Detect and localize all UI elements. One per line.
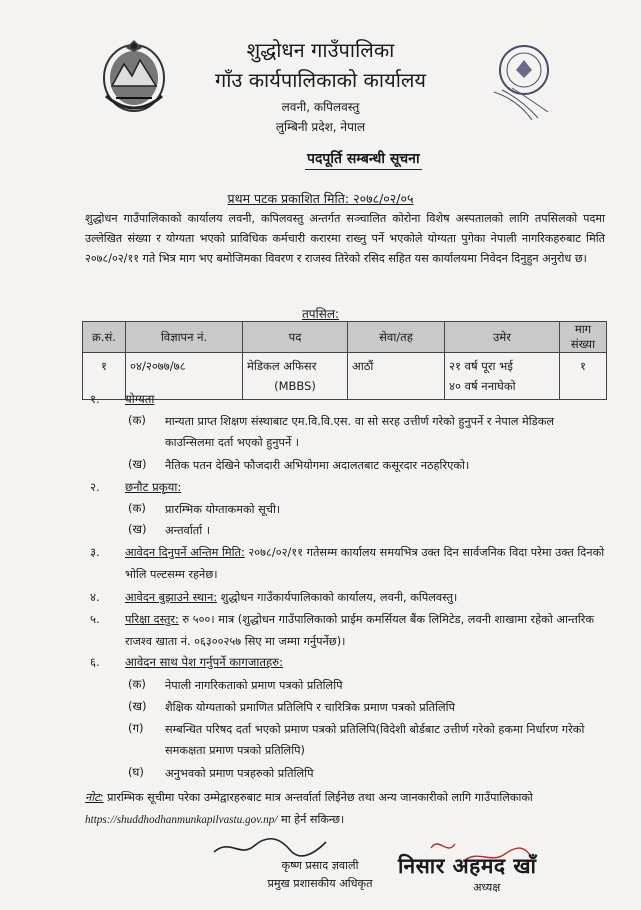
s6-gha-text: अनुभवको प्रमाण पत्रहरुको प्रतिलिपि: [165, 767, 314, 780]
s6-ka-label: (क): [128, 677, 146, 691]
s2-kha-text: अन्तर्वार्ता ।: [165, 524, 210, 537]
col-age: उमेर: [445, 322, 560, 353]
section-5-heading: परिक्षा दस्तुर:: [125, 613, 179, 626]
vacancy-table: [82, 321, 607, 400]
note-paragraph: [85, 787, 605, 831]
s2-kha-label: (ख): [128, 522, 147, 536]
col-ad-no: विज्ञापन नं.: [126, 322, 243, 353]
section-4-text: शुद्धोधन गाउँकार्यपालिकाको कार्यालय, लवनी, कपिलवस्तु।: [217, 591, 458, 604]
signatory-right-name: निसार अहमद खाँ: [398, 854, 537, 878]
cell-level: आठौं: [348, 353, 445, 400]
signature-mark-icon: [210, 834, 330, 860]
section-2-heading: छनौट प्रकृया:: [125, 480, 182, 494]
section-5-number: ५.: [90, 612, 100, 626]
s2-ka-label: (क): [128, 501, 146, 515]
section-5-body: [125, 609, 605, 653]
s6-kha-text: शैक्षिक योग्यताको प्रमाणित प्रतिलिपि र चारित्रिक प्रमाण पत्रको प्रतिलिपि: [165, 701, 456, 714]
post-degree: (MBBS): [274, 379, 316, 393]
s6-kha-label: (ख): [128, 699, 147, 713]
col-sn: क्र.सं.: [83, 322, 126, 353]
section-1-number: १.: [90, 392, 100, 406]
signatory-left-role: प्रमुख प्रशासकीय अधिकृत: [267, 877, 373, 890]
notice-title: पदपूर्ति सम्बन्धी सूचना: [305, 148, 422, 170]
table-header-row: [83, 322, 607, 353]
col-count: माग संख्या: [560, 322, 607, 353]
cell-sn: १: [83, 353, 126, 400]
section-3-number: ३.: [90, 545, 100, 559]
section-3-text: २०७८/०२/११ गतेसम्म कार्यालय समयभित्र उक्त दिन सार्वजनिक विदा परेमा उक्त दिनको भोलि पल्टसम्म रहनेछ।: [125, 546, 605, 581]
age-max: ४० वर्ष ननाघेको: [449, 379, 516, 393]
section-3-body: [125, 542, 605, 586]
s1-kha-label: (ख): [128, 457, 147, 471]
s1-ka-label: (क): [128, 413, 146, 427]
section-6-number: ६.: [90, 655, 100, 669]
section-6-heading: आवेदन साथ पेश गर्नुपर्ने कागजातहरु:: [125, 655, 283, 669]
col-post: पद: [243, 322, 348, 353]
section-1-heading: योग्यता: [125, 392, 155, 406]
office-name: गाँउ कार्यपालिकाको कार्यालय: [214, 68, 427, 92]
cell-post: [243, 353, 348, 400]
s1-kha-text: नैतिक पतन देखिने फौजदारी अभियोगमा अदालतबाट कसूरदार नठहरिएको।: [165, 459, 470, 472]
table-row: [83, 353, 607, 400]
s6-ga-text: सम्बन्धित परिषद दर्ता भएको प्रमाण पत्रको प्रतिलिपि(विदेशी बोर्डबाट उत्तीर्ण गरेको हकमा निर्धारण गरेको समकक्षता प्रमाण पत्रको प्रतिलिपि): [165, 723, 585, 757]
section-3-heading: आवेदन दिनुपर्ने अन्तिम मिति:: [125, 546, 245, 559]
s6-ka-text: नेपाली नागरिकताको प्रमाण पत्रको प्रतिलिपि: [165, 679, 343, 692]
intro-paragraph: शुद्धोधन गाउँपालिकाको कार्यालय लवनी, कपिलवस्तु अन्तर्गत सञ्चालित कोरोना विशेष अस्पतालको लागि तपसिलको पदमा उल्लेखित संख्या र योग्यता भएको प्राविधिक कर्मचारी करारमा राख्नु पर्ने भएकोले योग्यता पुगेका नेपाली नागरिकहरुबाट मिति २०७८/०२/११ गते भित्र माग भए बमोजिमका विवरण र राजस्व तिरेको रसिद सहित यस कार्यालयमा निवेदन दिनुहुन अनुरोध छ।: [85, 212, 605, 265]
note-label: नोट:: [85, 791, 104, 804]
website-link[interactable]: https://shuddhodhanmunkapilvastu.gov.np/: [85, 814, 278, 826]
s1-ka-text: मान्यता प्राप्त शिक्षण संस्थाबाट एम.वि.वि.एस. वा सो सरह उत्तीर्ण गरेको हुनुपर्ने र नेपाल मेडिकल काउन्सिलमा दर्ता भएको हुनुपर्ने ।: [165, 415, 555, 449]
signatory-left-name: कृष्ण प्रसाद ज्ञवाली: [281, 859, 359, 872]
address-line-1: लवनी, कपिलवस्तु: [281, 100, 360, 114]
col-level: सेवा/तह: [348, 322, 445, 353]
schedule-label: तपसिल:: [301, 307, 340, 321]
published-date: प्रथम पटक प्रकाशित मिति: २०७८/०२/०५: [227, 191, 414, 206]
section-5-text: रु ५००। मात्र (शुद्धोधन गाउँपालिकाको प्राईम कमर्सियल बैंक लिमिटेड, लवनी शाखामा रहेको आन्तरिक राजश्व खाता नं. ०६३००२५७ सिए मा जम्मा गर्नुपर्नेछ)।: [125, 613, 595, 648]
section-2-number: २.: [90, 480, 100, 494]
note-text-1: प्रारम्भिक सूचीमा परेका उम्मेद्वारहरुबाट मात्र अन्तर्वार्ता लिईनेछ तथा अन्य जानकारीको लागि गाउँपालिकाको: [103, 791, 533, 804]
s2-ka-text: प्रारम्भिक योग्ताकमको सूची।: [165, 503, 281, 516]
age-min: २१ वर्ष पूरा भई: [449, 359, 513, 373]
note-text-2: मा हेर्न सकिन्छ।: [277, 813, 345, 826]
cell-age: [445, 353, 560, 400]
address-line-2: लुम्बिनी प्रदेश, नेपाल: [275, 120, 366, 134]
post-name: मेडिकल अफिसर: [247, 359, 317, 373]
org-name: शुद्धोधन गाउँपालिका: [246, 38, 395, 62]
section-4-number: ४.: [90, 590, 100, 604]
signatory-right-role: अध्यक्ष: [473, 881, 501, 894]
cell-count: १: [560, 353, 607, 400]
s6-gha-label: (घ): [128, 765, 144, 779]
s6-ga-label: (ग): [128, 721, 144, 735]
section-4-body: [125, 587, 605, 609]
cell-ad-no: ०४/२०७७/७८: [126, 353, 243, 400]
section-4-heading: आवेदन बुझाउने स्थान:: [125, 591, 218, 604]
office-seal-icon: [488, 40, 560, 122]
